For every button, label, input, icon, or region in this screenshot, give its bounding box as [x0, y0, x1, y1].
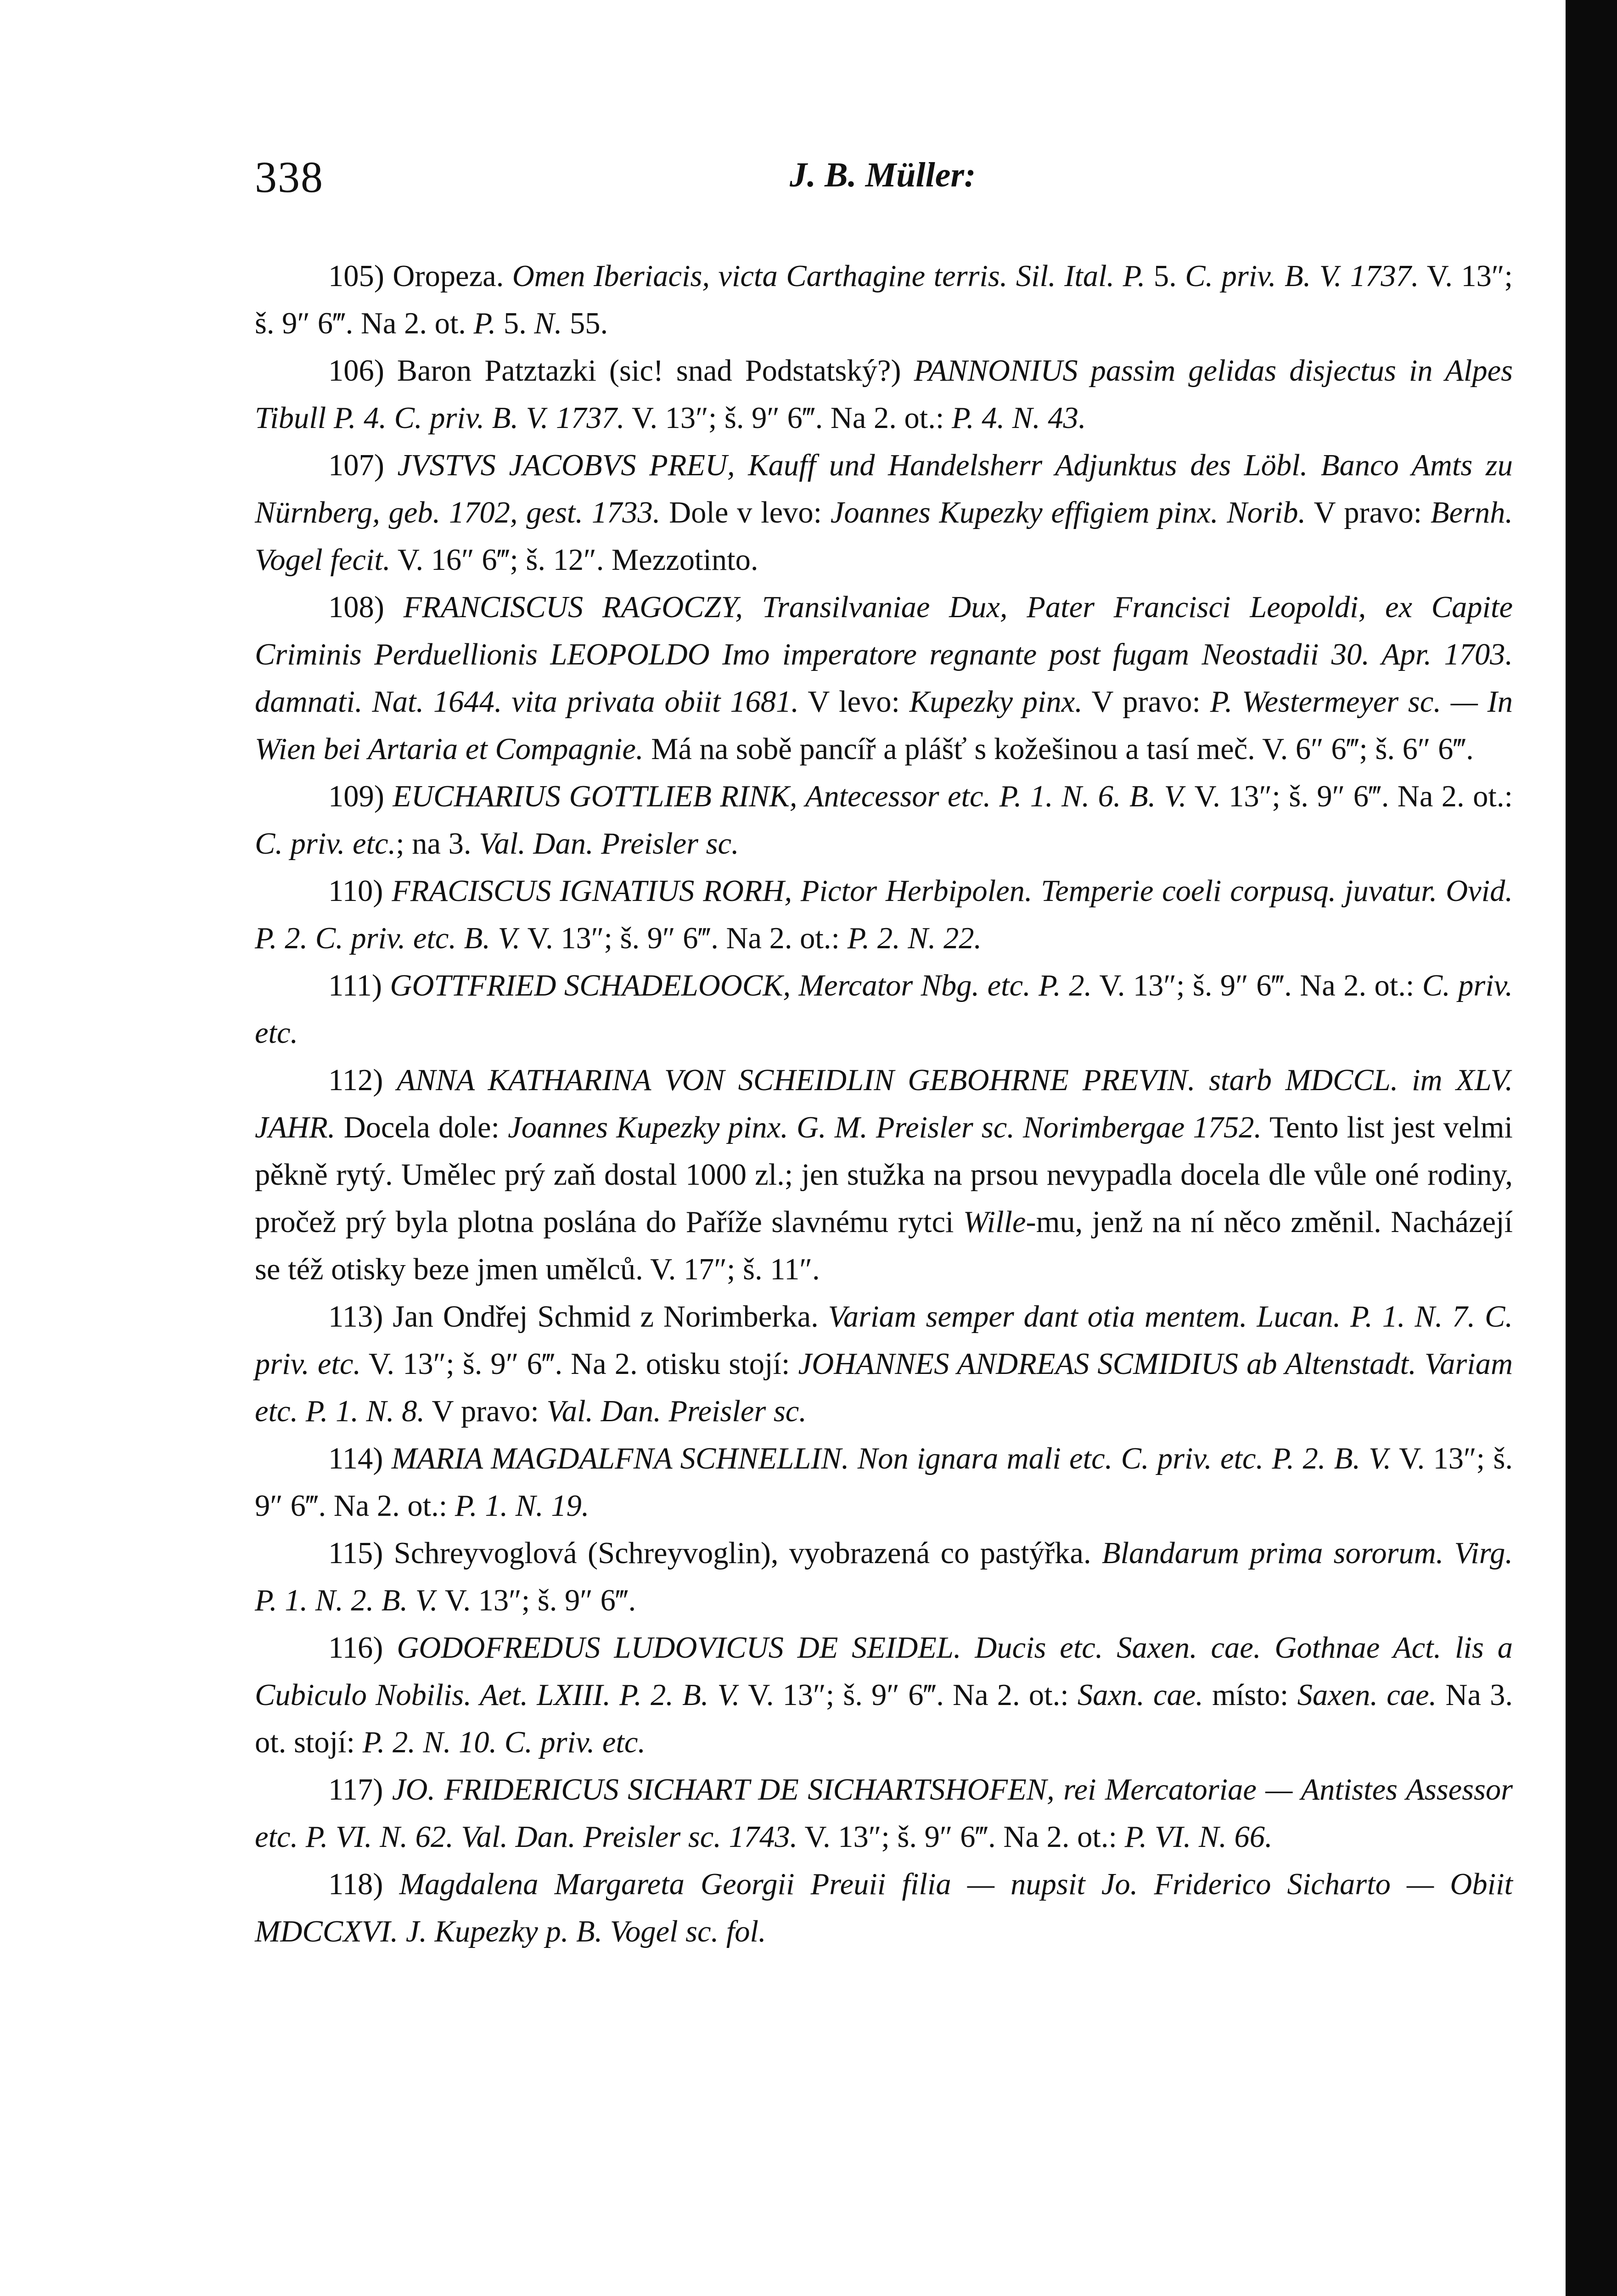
catalog-entry-110	[255, 867, 1513, 962]
text-run: V. 13″; š. 9″ 6‴. Na 2. ot.:	[1186, 780, 1513, 813]
text-run: V. 13″; š. 9″ 6‴. Na 2. ot.	[255, 259, 1513, 340]
italic-text: P. VI. N. 66.	[1124, 1820, 1273, 1854]
text-run: místo:	[1203, 1678, 1297, 1712]
text-run: 5.	[1145, 259, 1185, 293]
catalog-entry-117	[255, 1766, 1513, 1861]
text-run: V levo:	[798, 685, 910, 719]
book-page	[255, 138, 1513, 1955]
italic-text: JVSTVS JACOBVS PREU, Kauff und Handelsherr Adjunktus des Löbl. Banco Amts zu Nürnberg, geb. 1702, gest. 1733.	[255, 449, 1513, 529]
text-run: 107)	[328, 449, 398, 482]
text-run: V. 13″; š. 9″ 6‴. Na 2. ot.:	[1092, 969, 1422, 1002]
text-run: V. 13″; š. 9″ 6‴. Na 2. ot.:	[797, 1820, 1125, 1854]
catalog-entries	[255, 253, 1513, 1955]
catalog-entry-116	[255, 1624, 1513, 1766]
italic-text: GODOFREDUS LUDOVICUS DE SEIDEL. Ducis etc. Saxen. cae. Gothnae Act. lis a Cubiculo Nobilis. Aet. LXIII. P. 2. B. V.	[255, 1631, 1513, 1712]
catalog-entry-111	[255, 962, 1513, 1057]
text-run: 109)	[328, 780, 393, 813]
italic-text: P. 1. N. 19.	[455, 1489, 590, 1523]
italic-text: N.	[534, 307, 562, 340]
italic-text: JOHANNES ANDREAS SCMIDIUS ab Altenstadt. Variam etc. P. 1. N. 8.	[255, 1347, 1513, 1428]
italic-text: JO. FRIDERICUS SICHART DE SICHARTSHOFEN, rei Mercatoriae — Antistes Assessor etc. P. VI. N. 62. Val. Dan. Preisler sc. 1743.	[255, 1773, 1513, 1854]
text-run: Docela dole:	[335, 1111, 508, 1144]
text-run: Tento list jest velmi pěkně rytý. Umělec prý zaň dostal 1000 zl.; jen stužka na prsou nevypadla docela dle vůle oné rodiny, pročež prý byla plotna poslána do Paříže slavnému rytci	[255, 1111, 1513, 1239]
text-run: V. 13″; š. 9″ 6‴. Na 2. ot.:	[255, 1442, 1513, 1523]
italic-text: Val. Dan. Preisler sc.	[546, 1395, 807, 1428]
catalog-entry-115	[255, 1530, 1513, 1624]
text-run: V. 13″; š. 9″ 6‴. Na 2. ot.:	[740, 1678, 1078, 1712]
page-header	[255, 138, 1513, 211]
text-run: 114)	[328, 1442, 392, 1475]
italic-text: FRACISCUS IGNATIUS RORH, Pictor Herbipolen. Temperie coeli corpusq. juvatur. Ovid. P. 2. C. priv. etc. B. V.	[255, 874, 1513, 955]
catalog-entry-105	[255, 253, 1513, 347]
italic-text: Val. Dan. Preisler sc.	[479, 827, 739, 861]
italic-text: FRANCISCUS RAGOCZY, Transilvaniae Dux, Pater Francisci Leopoldi, ex Capite Criminis Perduellionis LEOPOLDO Imo imperatore regnante post fugam Neostadii 30. Apr. 1703. damnati. Nat. 1644. vita privata obiit 1681.	[255, 591, 1513, 719]
italic-text: Joannes Kupezky effigiem pinx. Norib.	[830, 496, 1306, 529]
italic-text: Bernh. Vogel fecit.	[255, 496, 1513, 577]
italic-text: Magdalena Margareta Georgii Preuii filia — nupsit Jo. Friderico Sicharto — Obiit MDCCXVI. J. Kupezky p. B. Vogel sc. fol.	[255, 1868, 1513, 1948]
text-run: V pravo:	[1306, 496, 1431, 529]
italic-text: MARIA MAGDALFNA SCHNELLIN. Non ignara mali etc. C. priv. etc. P. 2. B. V.	[391, 1442, 1391, 1475]
text-run: 115) Schreyvoglová (Schreyvoglin), vyobrazená co pastýřka.	[328, 1536, 1102, 1570]
italic-text: Wille	[963, 1205, 1026, 1239]
text-run: 116)	[328, 1631, 397, 1665]
italic-text: C. priv. etc.	[255, 969, 1513, 1050]
text-run: 118)	[328, 1868, 399, 1901]
text-run: V. 13″; š. 9″ 6‴.	[438, 1584, 636, 1617]
catalog-entry-113	[255, 1293, 1513, 1435]
italic-text: Variam semper dant otia mentem. Lucan. P. 1. N. 7. C. priv. etc.	[255, 1300, 1513, 1381]
italic-text: PANNONIUS passim gelidas disjectus in Alpes Tibull P. 4. C. priv. B. V. 1737.	[255, 354, 1513, 435]
catalog-entry-112	[255, 1057, 1513, 1293]
text-run: Na 3. ot. stojí:	[255, 1678, 1513, 1759]
text-run: ; na 3.	[396, 827, 479, 861]
italic-text: GOTTFRIED SCHADELOOCK, Mercator Nbg. etc. P. 2.	[390, 969, 1092, 1002]
italic-text: C. priv. B. V. 1737.	[1185, 259, 1419, 293]
text-run: 55.	[562, 307, 608, 340]
italic-text: P. 2. N. 10. C. priv. etc.	[362, 1726, 646, 1759]
italic-text: C. priv. etc.	[255, 827, 396, 861]
text-run: 113) Jan Ondřej Schmid z Norimberka.	[328, 1300, 828, 1334]
page-number: 338	[255, 152, 324, 202]
text-run: 112)	[328, 1064, 397, 1097]
text-run: V. 13″; š. 9″ 6‴. Na 2. ot.:	[520, 922, 848, 955]
scan-border	[1566, 0, 1617, 2296]
italic-text: P. 2. N. 22.	[847, 922, 982, 955]
italic-text: Blandarum prima sororum. Virg. P. 1. N. 2. B. V.	[255, 1536, 1513, 1617]
catalog-entry-108	[255, 584, 1513, 773]
text-run: 110)	[328, 874, 392, 908]
text-run: 106) Baron Patztazki (sic! snad Podstatský?)	[328, 354, 914, 388]
text-run: Dole v levo:	[660, 496, 831, 529]
catalog-entry-106	[255, 347, 1513, 442]
italic-text: Saxn. cae.	[1077, 1678, 1203, 1712]
catalog-entry-109	[255, 773, 1513, 867]
italic-text: P. Westermeyer sc. — In Wien bei Artaria et Compagnie.	[255, 685, 1513, 766]
text-run: 5.	[496, 307, 534, 340]
running-title: J. B. Müller:	[790, 156, 976, 194]
catalog-entry-107	[255, 442, 1513, 584]
text-run: 117)	[328, 1773, 392, 1806]
text-run: Má na sobě pancíř a plášť s kožešinou a tasí meč. V. 6″ 6‴; š. 6″ 6‴.	[643, 732, 1474, 766]
text-run: V. 13″; š. 9″ 6‴. Na 2. otisku stojí:	[361, 1347, 798, 1381]
text-run: 111)	[328, 969, 390, 1002]
text-run: V pravo:	[425, 1395, 547, 1428]
italic-text: P.	[473, 307, 496, 340]
italic-text: ANNA KATHARINA VON SCHEIDLIN GEBOHRNE PREVIN. starb MDCCL. im XLV. JAHR.	[255, 1064, 1513, 1144]
italic-text: Omen Iberiacis, victa Carthagine terris. Sil. Ital. P.	[512, 259, 1145, 293]
text-run: V. 13″; š. 9″ 6‴. Na 2. ot.:	[624, 401, 952, 435]
italic-text: Joannes Kupezky pinx. G. M. Preisler sc. Norimbergae 1752.	[508, 1111, 1262, 1144]
text-run: 105) Oropeza.	[328, 259, 512, 293]
text-run: V pravo:	[1082, 685, 1210, 719]
italic-text: Kupezky pinx.	[909, 685, 1083, 719]
italic-text: P. 4. N. 43.	[951, 401, 1086, 435]
text-run: V. 16″ 6‴; š. 12″. Mezzotinto.	[390, 543, 758, 577]
text-run: -mu, jenž na ní něco změnil. Nacházejí se též otisky beze jmen umělců. V. 17″; š. 11″.	[255, 1205, 1513, 1286]
italic-text: Saxen. cae.	[1297, 1678, 1437, 1712]
catalog-entry-114	[255, 1435, 1513, 1530]
catalog-entry-118	[255, 1861, 1513, 1955]
text-run: 108)	[328, 591, 404, 624]
italic-text: EUCHARIUS GOTTLIEB RINK, Antecessor etc. P. 1. N. 6. B. V.	[393, 780, 1187, 813]
